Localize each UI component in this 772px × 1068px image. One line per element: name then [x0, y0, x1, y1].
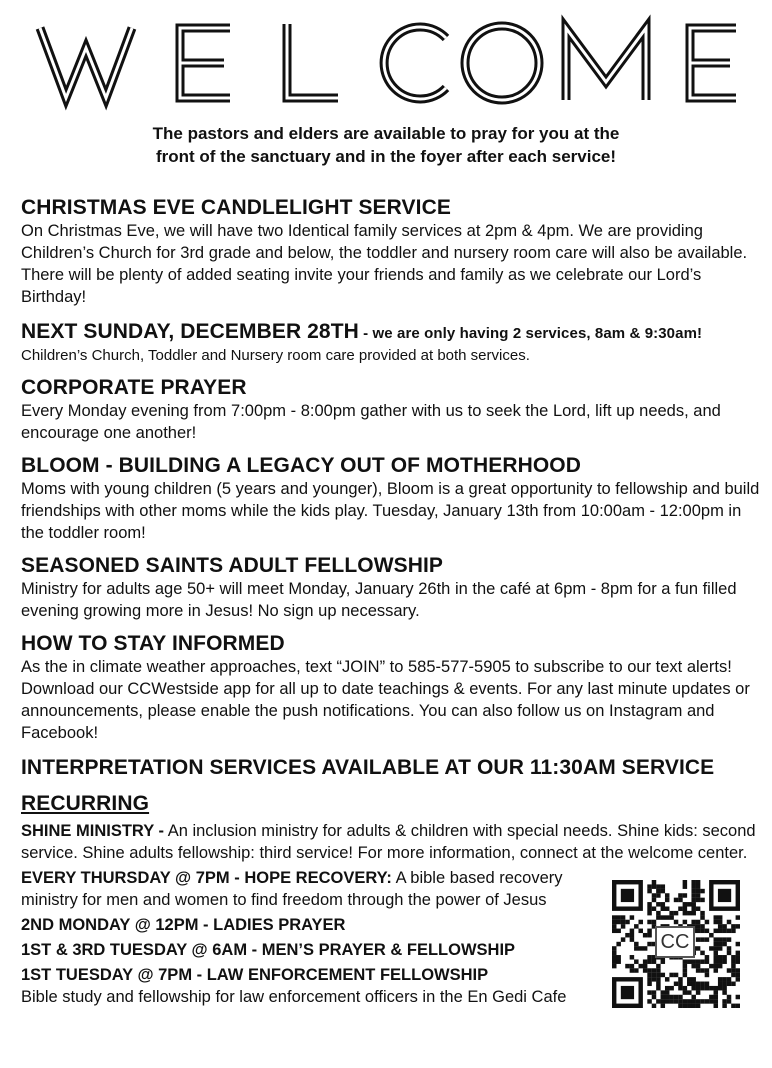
letter-m [566, 28, 646, 100]
section-title: HOW TO STAY INFORMED [21, 632, 285, 655]
recurring-item-label: 1ST & 3RD TUESDAY @ 6AM - MEN’S PRAYER & FELLOWSHIP [21, 941, 516, 959]
section-christmas [21, 196, 761, 308]
recurring-item-hope-recovery [21, 867, 613, 911]
qr-badge: CC [655, 926, 695, 958]
welcome-title [0, 8, 772, 112]
intro-line-1: The pastors and elders are available to pray for you at the [152, 124, 620, 143]
section-corporate-prayer [21, 376, 761, 444]
sunday-title-tail: - we are only having 2 services, 8am & 9:30am! [358, 325, 703, 342]
recurring-title: RECURRING [21, 792, 150, 815]
section-title: SEASONED SAINTS ADULT FELLOWSHIP [21, 554, 444, 577]
section-body: On Christmas Eve, we will have two Identical family services at 2pm & 4pm. We are providing Children’s Church for 3rd grade and below, the toddler and nursery room care will also be available. There will be plenty of added seating invite your friends and family as we celebrate our Lord’s Birthday! [21, 222, 748, 306]
section-title: CHRISTMAS EVE CANDLELIGHT SERVICE [21, 196, 451, 219]
intro-line-2: front of the sanctuary and in the foyer after each service! [155, 147, 617, 166]
recurring-item-label: EVERY THURSDAY @ 7PM - HOPE RECOVERY: [21, 869, 392, 887]
recurring-item-label: SHINE MINISTRY - [21, 822, 165, 840]
recurring-item-text: An inclusion ministry for adults & children with special needs. Shine kids: second service. Shine adults fellowship: third service! For more information, connect at the welcome center. [21, 822, 756, 862]
section-body: Moms with young children (5 years and younger), Bloom is a great opportunity to fellowship and build friendships with other moms while the kids play. Tuesday, January 13th from 10:00am - 12:00pm in the toddler room! [21, 480, 760, 542]
recurring-item-text: A bible based recovery ministry for men and women to find freedom through the power of Jesus [21, 869, 563, 909]
section-body: Children’s Church, Toddler and Nursery room care provided at both services. [21, 347, 530, 364]
section-body: As the in climate weather approaches, text “JOIN” to 585-577-5905 to subscribe to our text alerts! Download our CCWestside app for all up to date teachings & events. For any last minute updates or announcements, please enable the push notifications. You can also follow us on Instagram and Facebook! [21, 658, 750, 742]
section-seasoned-saints [21, 554, 761, 622]
section-body: Every Monday evening from 7:00pm - 8:00pm gather with us to seek the Lord, lift up needs, and encourage one another! [21, 402, 721, 442]
section-title: BLOOM - BUILDING A LEGACY OUT OF MOTHERHOOD [21, 454, 581, 477]
section-body: Ministry for adults age 50+ will meet Monday, January 26th in the café at 6pm - 8pm for a fun filled evening growing more in Jesus! No sign up necessary. [21, 580, 737, 620]
section-next-sunday [21, 320, 761, 366]
section-interpretation [21, 756, 761, 780]
section-title [21, 320, 761, 346]
section-stay-informed [21, 632, 761, 744]
recurring-item-label: 2ND MONDAY @ 12PM - LADIES PRAYER [21, 916, 346, 934]
section-bloom [21, 454, 761, 544]
sunday-title: NEXT SUNDAY, DECEMBER 28TH [21, 320, 359, 343]
qr-code[interactable] [612, 880, 740, 1008]
welcome-outline-letters [0, 8, 772, 112]
recurring-item-shine [21, 820, 761, 864]
letter-l [287, 24, 338, 98]
recurring-item-label: 1ST TUESDAY @ 7PM - LAW ENFORCEMENT FELLOWSHIP [21, 966, 489, 984]
recurring-item-text: Bible study and fellowship for law enforcement officers in the En Gedi Cafe [21, 988, 567, 1006]
intro-text [60, 122, 712, 168]
section-title: INTERPRETATION SERVICES AVAILABLE AT OUR 11:30AM SERVICE [21, 756, 715, 779]
section-title: CORPORATE PRAYER [21, 376, 247, 399]
